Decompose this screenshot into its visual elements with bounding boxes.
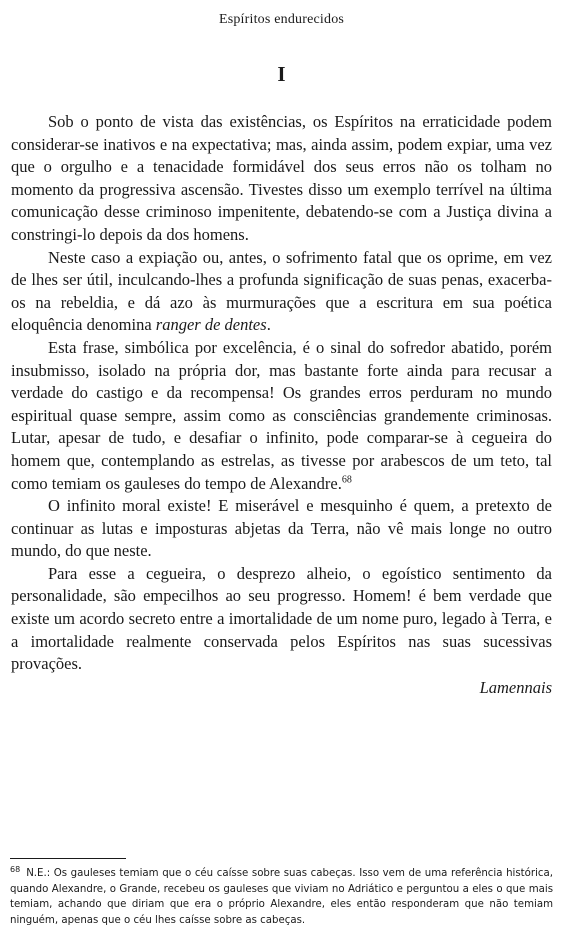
paragraph-1: Sob o ponto de vista das existências, os Espíritos na erraticidade podem considerar-se inativos e na expectativa; mas, ainda assim, podem expiar, uma vez que o orgulho e a tenacidade formidável dos seus erros não os tolham no momento da progressiva ascensão. Tivestes disso um exemplo terrível na última comunicação desse criminoso impenitente, debatendo-se com a Justiça divina a constringi-lo depois da dos homens. [11, 112, 552, 244]
paragraph-2-end: . [266, 315, 271, 335]
paragraph-2-text: Neste caso a expiação ou, antes, o sofrimento fatal que os oprime, em vez de lhes ser útil, inculcando-lhes a profunda significação de suas penas, exacerba-os na rebeldia, e dá azo às murmurações que a escritura em sua poética eloquência denomina [11, 247, 552, 335]
paragraph-5: Para esse a cegueira, o desprezo alheio, o egoístico sentimento da personalidade, são empecilhos ao seu progresso. Homem! é bem verdade que existe um acordo secreto entre a imortalidade de um nome puro, legado à Terra, e a imortalidade realmente conservada pelos Espíritos nas suas sucessivas provações. [11, 563, 552, 674]
footnote-reference[interactable]: 68 [341, 474, 352, 485]
paragraph-2 [11, 247, 552, 337]
body-text [11, 111, 552, 699]
author-signature: Lamennais [479, 677, 552, 697]
footnote-text: N.E.: Os gauleses temiam que o céu caísse sobre suas cabeças. Isso vem de uma referência histórica, quando Alexandre, o Grande, recebeu os gauleses que viviam no Adriático e perguntou a eles o que mais temiam, achando que diriam que era o próprio Alexandre, eles então responderam que não temiam ninguém, apenas que o céu lhes caísse sobre as cabeças. [10, 868, 553, 926]
footnote-divider [10, 858, 126, 859]
footnote-mark: 68 [10, 864, 21, 874]
italic-term: ranger de dentes [155, 315, 267, 335]
footnote [10, 866, 553, 928]
chapter-number: I [277, 62, 286, 86]
paragraph-3-text: Esta frase, simbólica por excelência, é o sinal do sofredor abatido, porém insubmisso, isolado na própria dor, mas bastante forte ainda para recusar a verdade do castigo e da recompensa! Os grandes erros perduram no mundo espiritual quase sempre, assim como as consciências grandemente criminosas. Lutar, apesar de tudo, e desafiar o infinito, pode comparar-se à cegueira do homem que, contemplando as estrelas, as tivesse por arabescos de um teto, tal como temiam os gauleses do tempo de Alexandre. [11, 337, 552, 493]
running-header: Espíritos endurecidos [218, 12, 345, 27]
paragraph-3 [11, 337, 552, 495]
paragraph-4: O infinito moral existe! E miserável e mesquinho é quem, a pretexto de continuar as lutas e imposturas abjetas da Terra, não vê mais longe no outro mundo, do que neste. [11, 496, 552, 561]
